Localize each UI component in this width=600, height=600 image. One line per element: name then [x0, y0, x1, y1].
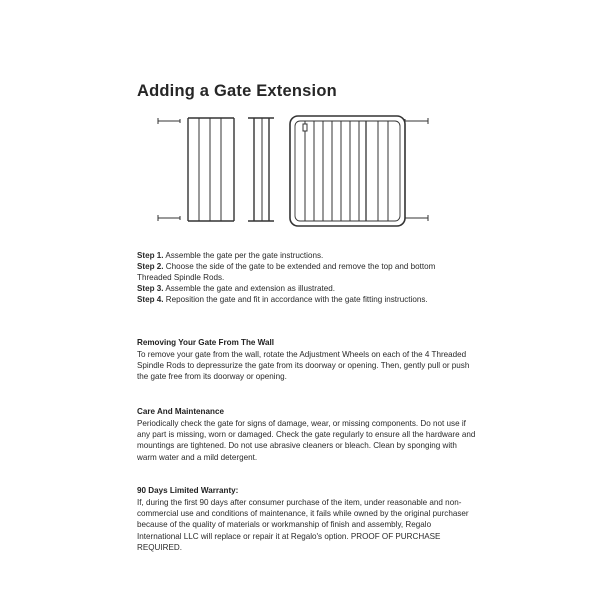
spindle-rod-bottom-left-icon: [158, 215, 180, 221]
gate-extension-diagram: [150, 108, 440, 243]
assembly-steps: [137, 250, 472, 305]
step-2: Step 2. Choose the side of the gate to be extended and remove the top and bottom Threaded Spindle Rods.: [137, 262, 436, 282]
care-body: Periodically check the gate for signs of damage, wear, or missing components. Do not use if any part is missing, worn or damaged. Check the gate regularly to ensure all the hardware and mountings are tightened. Do not use abrasive cleaners or bleach. Clean by sponging with warm water and a mild detergent.: [137, 419, 476, 462]
spindle-rod-top-left-icon: [158, 118, 180, 124]
gate-extension-panel-narrow: [248, 118, 274, 221]
step-1: Step 1. Assemble the gate per the gate instructions.: [137, 251, 324, 260]
warranty-heading: 90 Days Limited Warranty:: [137, 486, 239, 495]
step-4: Step 4. Reposition the gate and fit in accordance with the gate fitting instructions.: [137, 295, 428, 304]
warranty-body: If, during the first 90 days after consumer purchase of the item, under reasonable and non-commercial use and conditions of maintenance, it fails while owned by the original purchaser because of the quality of materials or workmanship of finish and assembly, Regalo International LLC will replace or repair it at Regalo's option. PROOF OF PURCHASE REQUIRED.: [137, 498, 469, 552]
page-title: Adding a Gate Extension: [137, 82, 337, 100]
gate-extension-panel-wide: [188, 118, 234, 221]
removing-body: To remove your gate from the wall, rotate the Adjustment Wheels on each of the 4 Threaded Spindle Rods to depressurize the gate from its doorway or opening. Then, gently pull or push the gate free from its doorway or opening.: [137, 350, 470, 382]
removing-heading: Removing Your Gate From The Wall: [137, 338, 275, 347]
spindle-rod-top-right-icon: [405, 118, 428, 124]
main-gate-frame: [290, 116, 405, 226]
care-heading: Care And Maintenance: [137, 407, 224, 416]
step-3: Step 3. Assemble the gate and extension as illustrated.: [137, 284, 335, 293]
spindle-rod-bottom-right-icon: [405, 215, 428, 221]
